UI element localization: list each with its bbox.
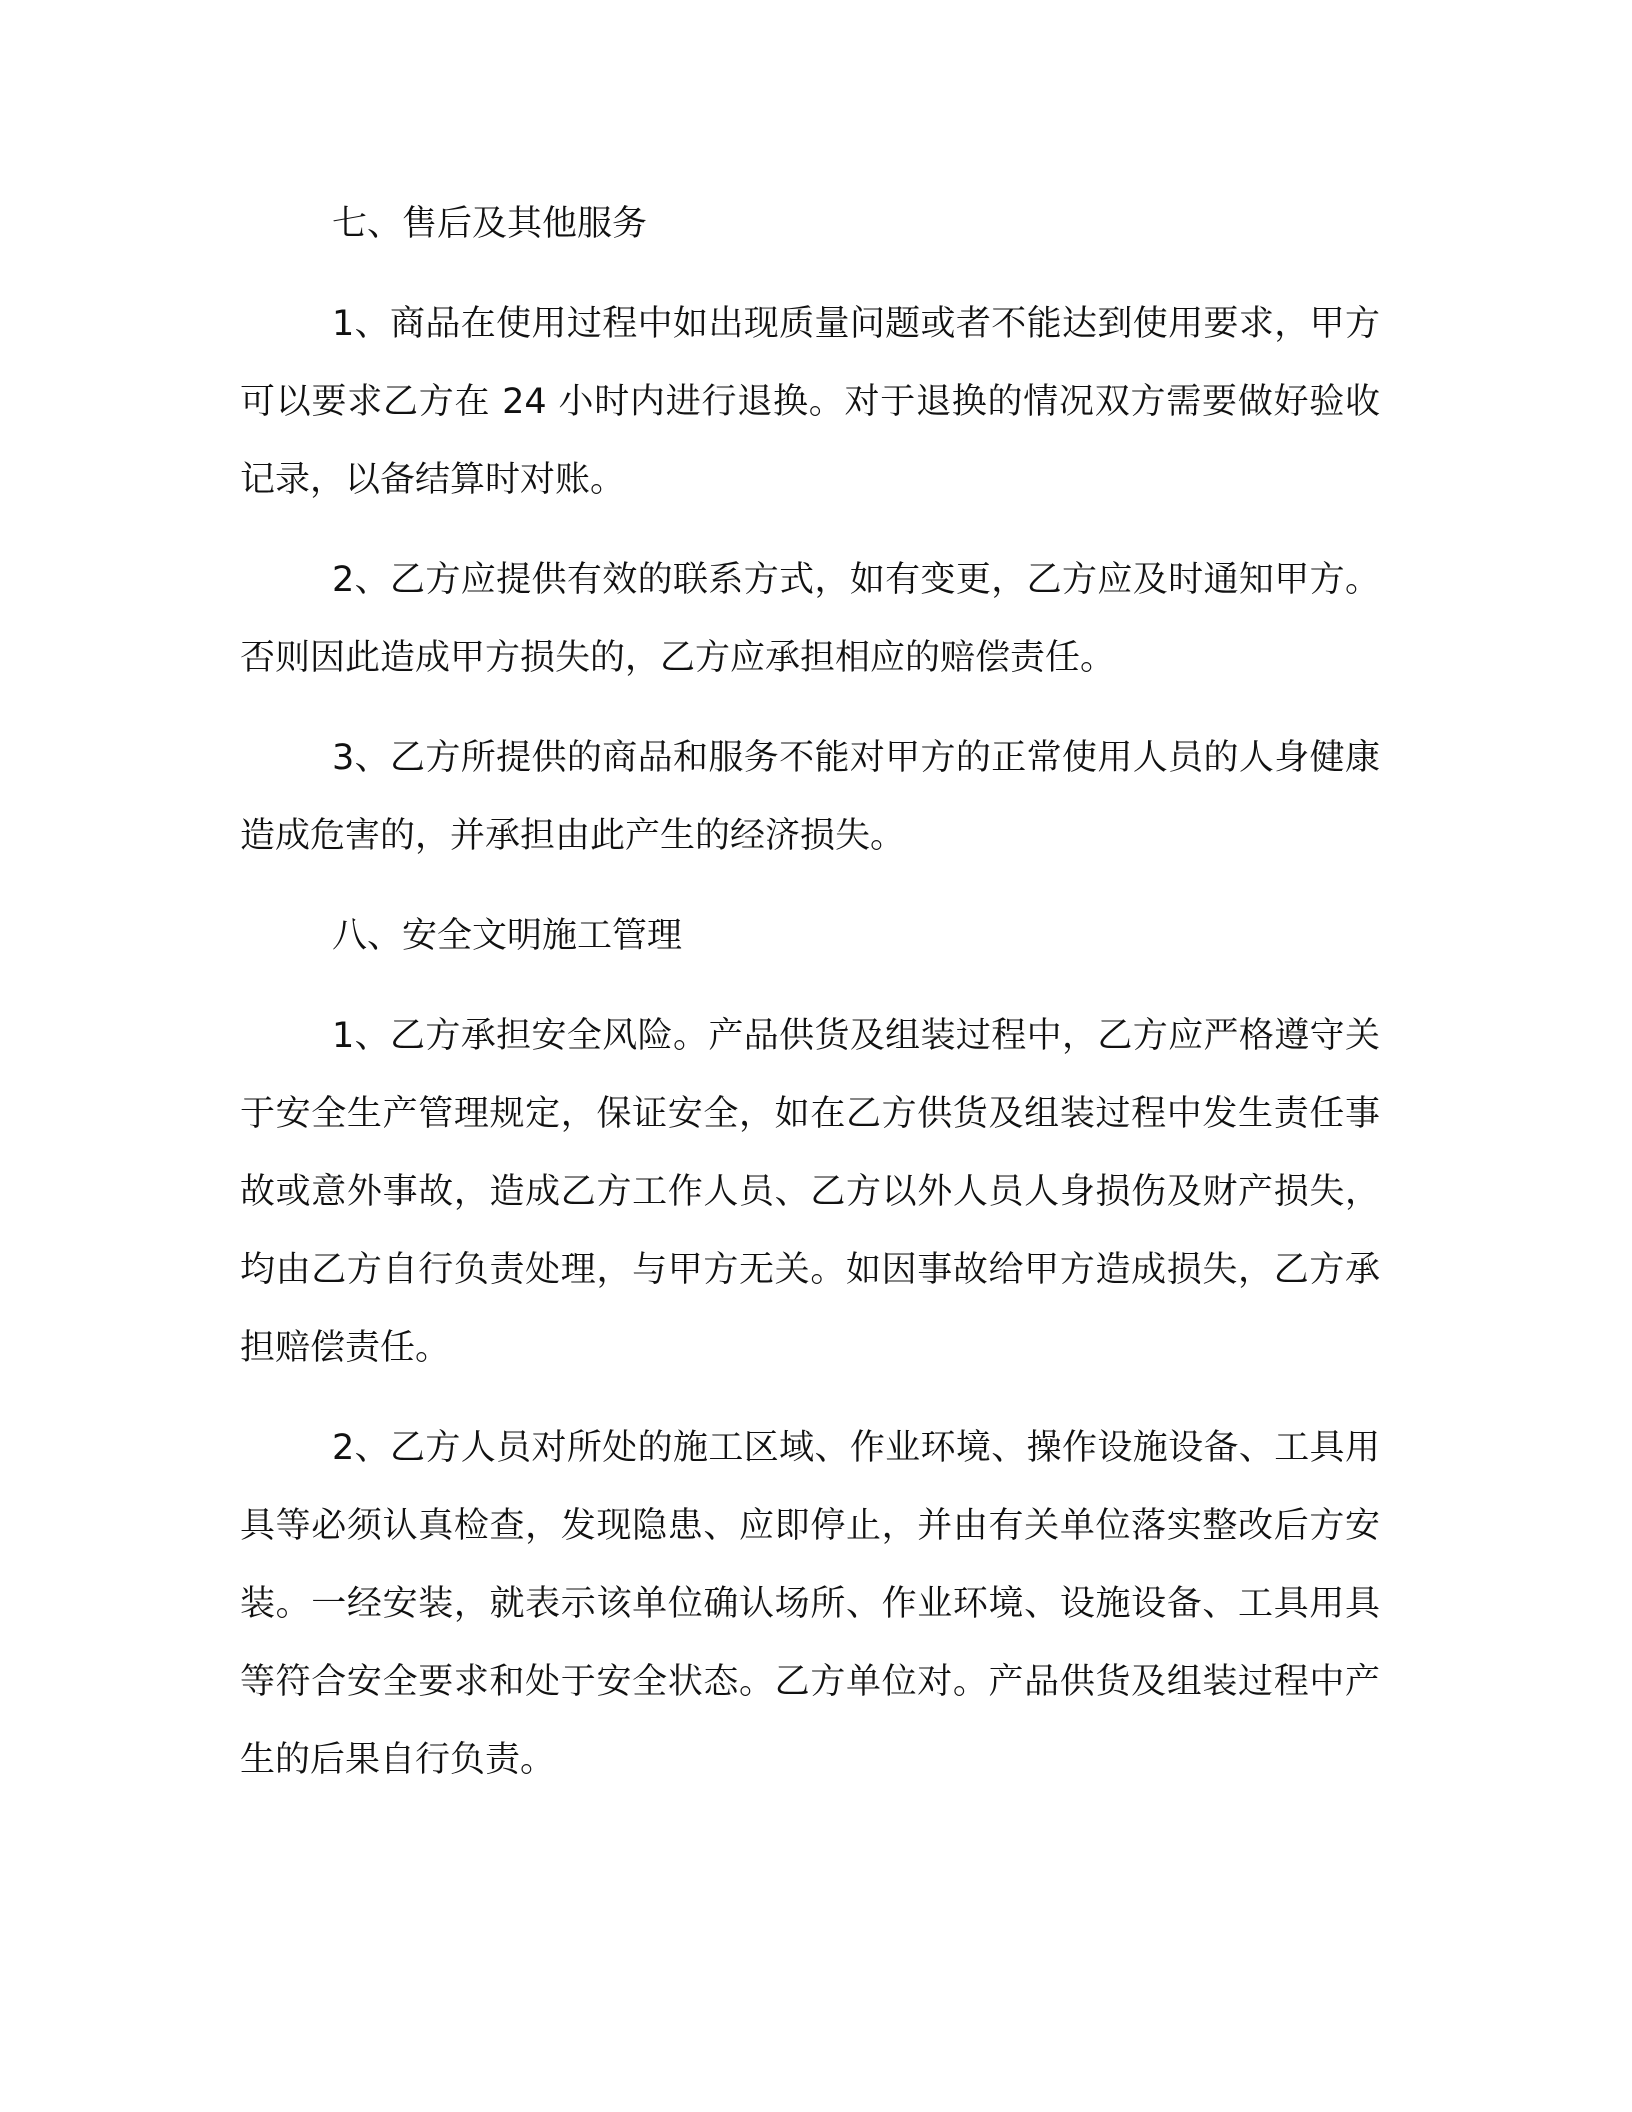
section-7-paragraph-3: 3、乙方所提供的商品和服务不能对甲方的正常使用人员的人身健康造成危害的，并承担由此产生的经济损失。 bbox=[240, 738, 1380, 856]
section-8-heading: 八、安全文明施工管理 bbox=[332, 916, 683, 956]
section-8-paragraph-2: 2、乙方人员对所处的施工区域、作业环境、操作设施设备、工具用具等必须认真检查，发现隐患、应即停止，并由有关单位落实整改后方安装。一经安装，就表示该单位确认场所、作业环境、设施设备、工具用具等符合安全要求和处于安全状态。乙方单位对。产品供货及组装过程中产生的后果自行负责。 bbox=[240, 1428, 1380, 1780]
section-7-heading: 七、售后及其他服务 bbox=[332, 204, 648, 244]
section-7-paragraph-2: 2、乙方应提供有效的联系方式，如有变更，乙方应及时通知甲方。否则因此造成甲方损失的，乙方应承担相应的赔偿责任。 bbox=[240, 560, 1380, 678]
document-body bbox=[240, 185, 1380, 1821]
section-7-paragraph-1: 1、商品在使用过程中如出现质量问题或者不能达到使用要求，甲方可以要求乙方在 24 小时内进行退换。对于退换的情况双方需要做好验收记录，以备结算时对账。 bbox=[240, 304, 1380, 500]
section-8-paragraph-1: 1、乙方承担安全风险。产品供货及组装过程中，乙方应严格遵守关于安全生产管理规定，保证安全，如在乙方供货及组装过程中发生责任事故或意外事故，造成乙方工作人员、乙方以外人员人身损伤及财产损失，均由乙方自行负责处理，与甲方无关。如因事故给甲方造成损失，乙方承担赔偿责任。 bbox=[240, 1016, 1380, 1368]
